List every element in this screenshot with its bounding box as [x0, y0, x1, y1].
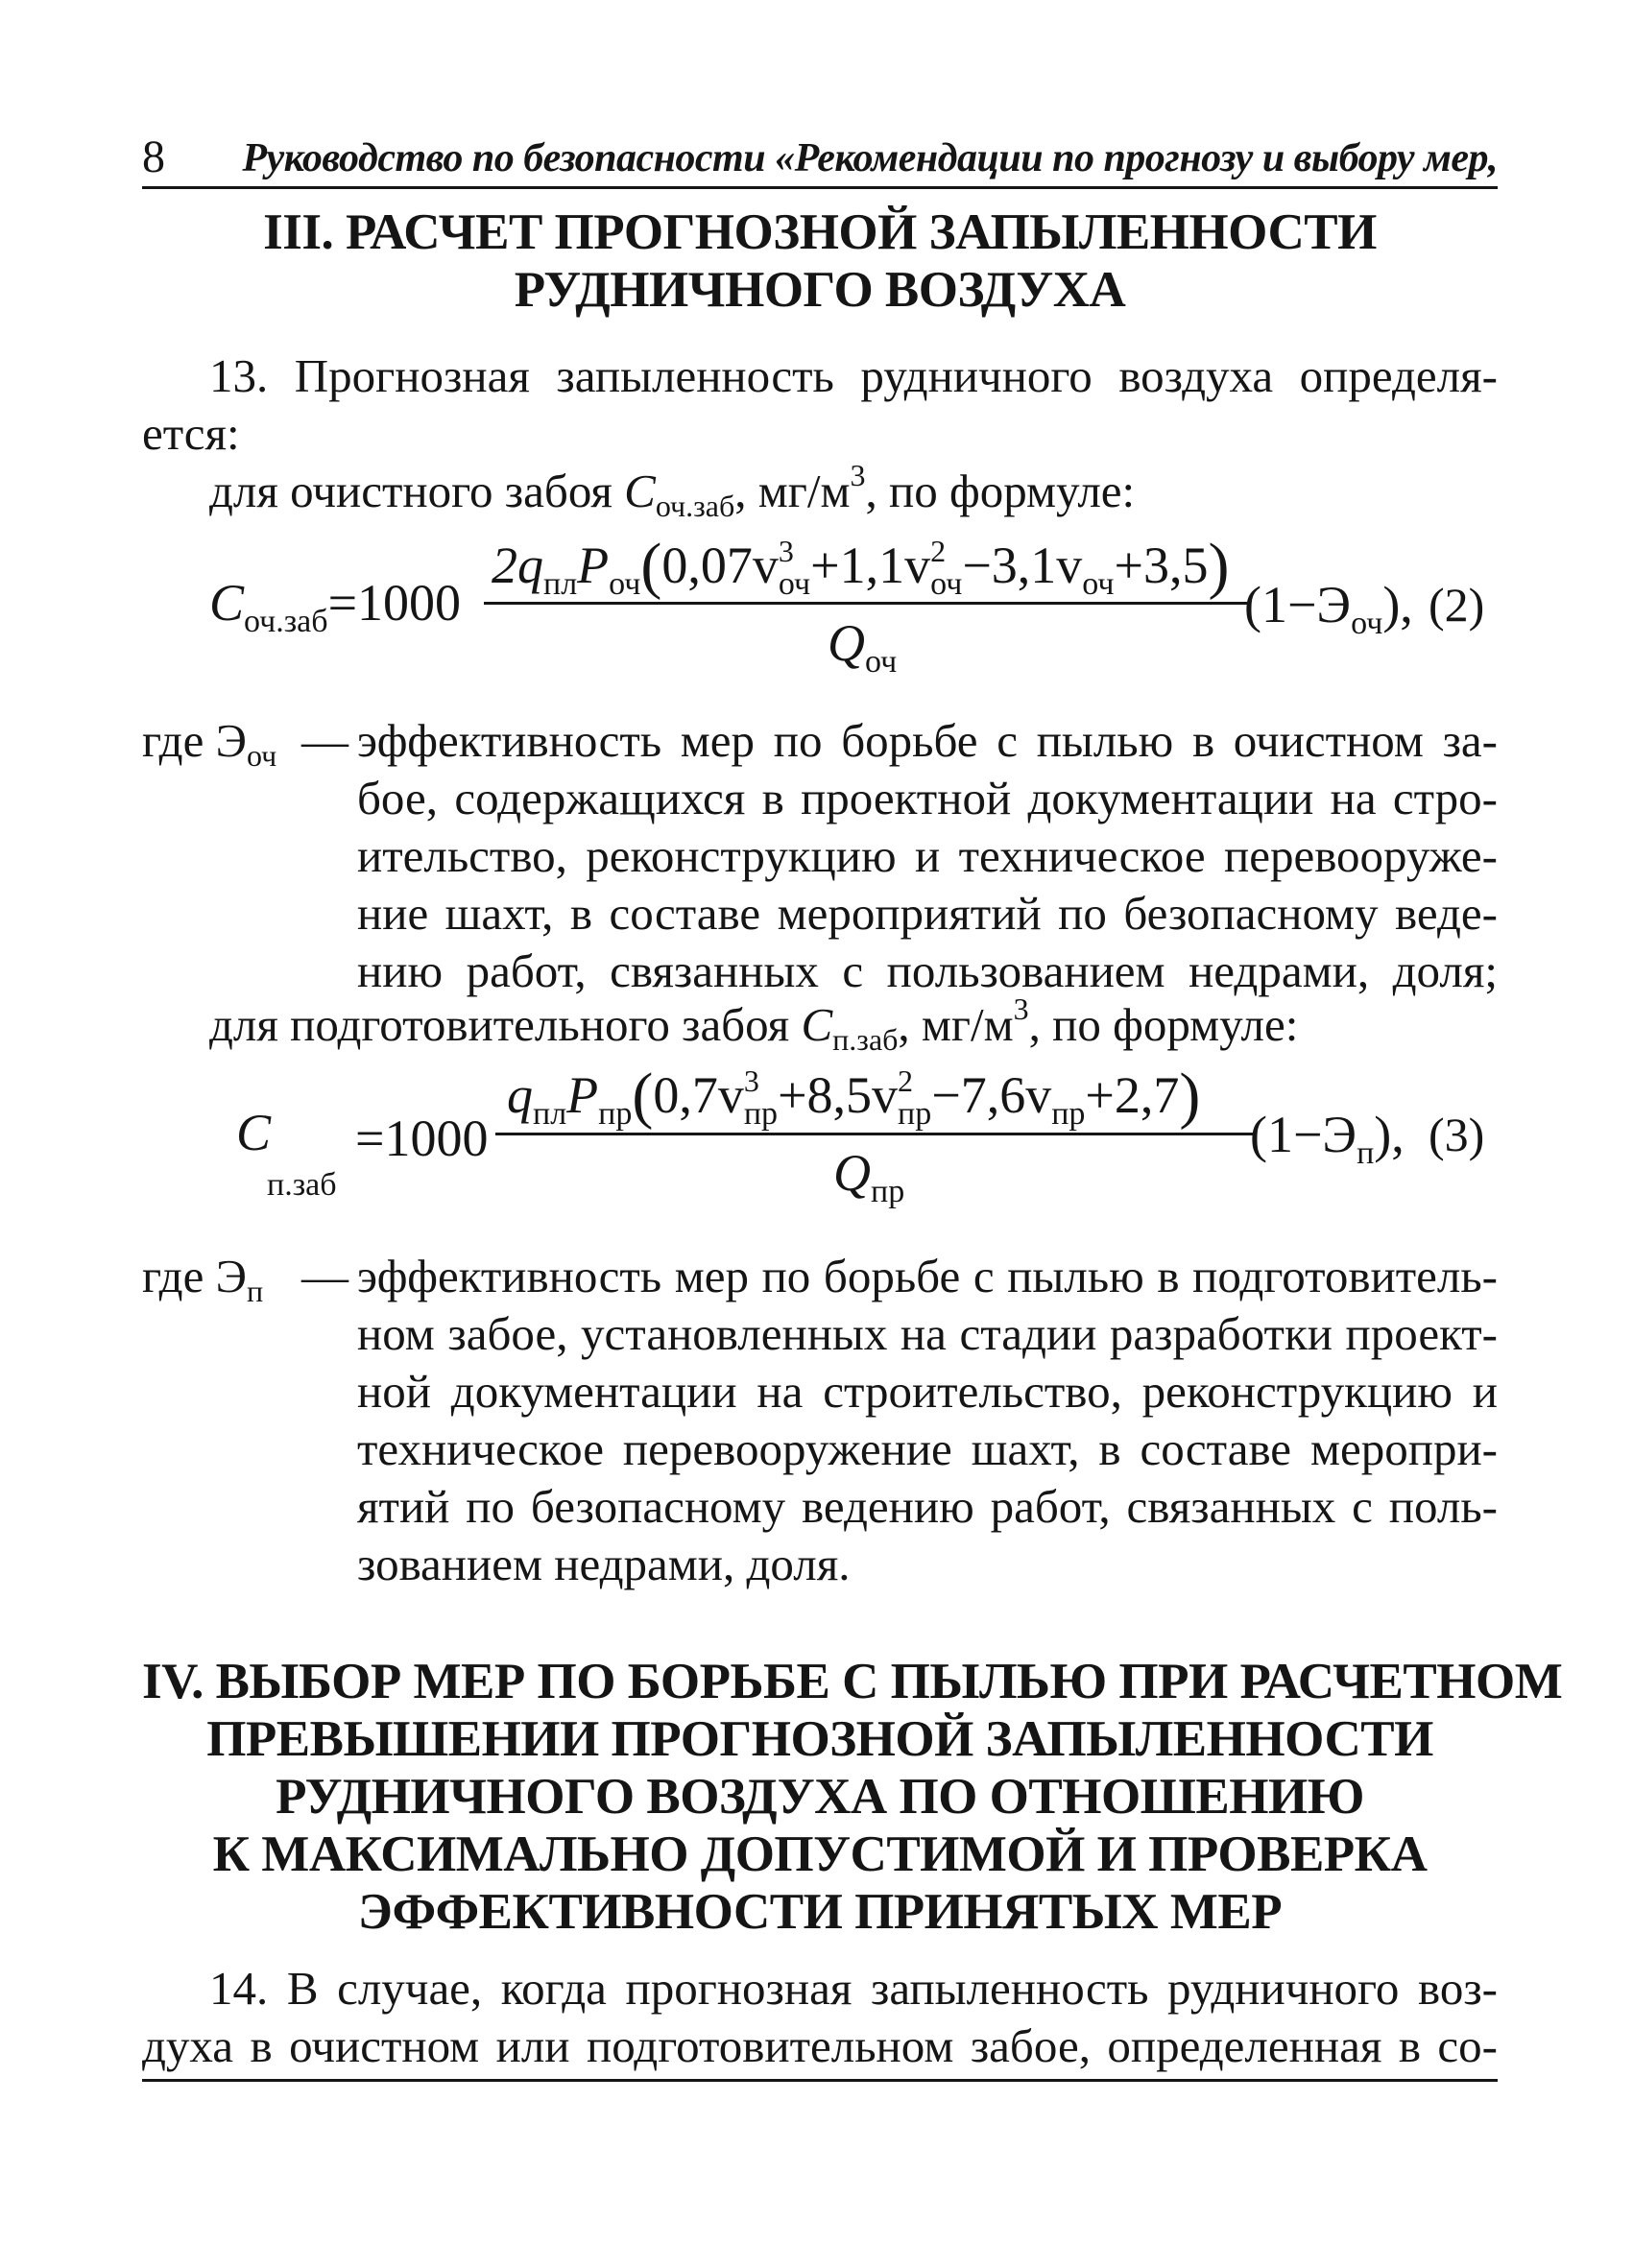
bottom-rule — [142, 2079, 1498, 2082]
para-14-line-1: 14. В случае, когда прогнозная запыленность рудничного воз- — [209, 1962, 1498, 2015]
page-number: 8 — [142, 131, 165, 182]
definition-line: ном забое, установленных на стадии разработки проект- — [357, 1307, 1498, 1360]
definition-e-p-term: где $Э_п$ — — [142, 1250, 348, 1308]
formula-3-eq: =1000 — [355, 1110, 489, 1167]
definition-e-p-text — [357, 1248, 1498, 1593]
formula-3-lhs-subscript: п.заб — [267, 1167, 337, 1203]
formula-2-numerator: $2q_{пл}P_{оч}(0,07v^3_{оч}+1,1v^2_{оч}-3,1v_{оч}+3,5)$ — [492, 531, 1230, 602]
definition-line: эффективность мер по борьбе с пылью в подготовитель- — [357, 1250, 1498, 1302]
section-4-heading-line: ЭФФЕКТИВНОСТИ ПРИНЯТЫХ МЕР — [357, 1884, 1283, 1940]
section-4-heading-line: ПРЕВЫШЕНИИ ПРОГНОЗНОЙ ЗАПЫЛЕННОСТИ — [206, 1711, 1433, 1767]
definition-line: нию работ, связанных с пользованием недрами, доля; — [357, 944, 1498, 997]
formula-3-numerator: $q_{пл}P_{пр}(0,7v^3_{пр}+8,5v^2_{пр}-7,6v_{пр}+2,7)$ — [507, 1061, 1201, 1132]
formula-2-number: (2) — [1429, 578, 1485, 632]
para-13-line-2: ется: — [142, 407, 240, 460]
formula-3-denominator: $Q_{пр}$ — [833, 1144, 905, 1209]
definition-dash: — — [301, 714, 348, 767]
section-4-heading — [142, 1653, 1563, 1941]
formula-3-lhs-symbol: C — [236, 1104, 272, 1161]
formula-3-intro: для подготовительного забоя $C_{п.заб}$, $мг/м^3$, по формуле: — [209, 991, 1299, 1057]
definition-line: ние шахт, в составе мероприятий по безопасному веде- — [357, 887, 1498, 940]
section-3-heading — [142, 203, 1498, 319]
para-14-line-2: духа в очистном или подготовительном забое, определенная в со- — [142, 2019, 1498, 2072]
section-4-heading-line: К МАКСИМАЛЬНО ДОПУСТИМОЙ И ПРОВЕРКА — [212, 1826, 1428, 1882]
definition-line: ной документации на строительство, реконструкцию и — [357, 1365, 1498, 1418]
section-4-heading-line: IV. ВЫБОР МЕР ПО БОРЬБЕ С ПЫЛЬЮ ПРИ РАСЧЕТНОМ — [142, 1654, 1563, 1709]
definition-line: эффективность мер по борьбе с пылью в очистном за- — [357, 714, 1498, 767]
section-4-heading-line: РУДНИЧНОГО ВОЗДУХА ПО ОТНОШЕНИЮ — [276, 1769, 1364, 1825]
definition-line: ятий по безопасному ведению работ, связанных с поль- — [357, 1480, 1498, 1533]
definition-line: бое, содержащихся в проектной документации на стро- — [357, 772, 1498, 824]
definition-line: техническое перевооружение шахт, в составе меропри- — [357, 1422, 1498, 1475]
formula-2-intro: для очистного забоя $C_{оч.заб}$, $мг/м^3$, по формуле: — [209, 458, 1136, 523]
definition-e-och-text — [357, 712, 1498, 1000]
definition-dash: — — [301, 1250, 348, 1302]
definition-line: ительство, реконструкцию и техническое перевооруже- — [357, 829, 1498, 882]
running-title: Руководство по безопасности «Рекомендации по прогнозу и выбору мер, — [242, 136, 1498, 180]
section-3-heading-line: III. РАСЧЕТ ПРОГНОЗНОЙ ЗАПЫЛЕННОСТИ — [263, 204, 1377, 260]
formula-2-denominator: $Q_{оч}$ — [828, 614, 898, 680]
formula-3-fraction-bar — [495, 1133, 1254, 1135]
definition-e-och-term: где $Э_{оч}$ — — [142, 714, 348, 773]
formula-3-tail: $(1-Э_п)$, — [1250, 1106, 1405, 1171]
formula-2-lhs: $C_{оч.заб}=1000$ — [209, 574, 462, 639]
formula-2-tail: $(1-Э_{оч})$, — [1244, 576, 1413, 641]
formula-2-fraction-bar — [484, 602, 1248, 605]
section-3-heading-line: РУДНИЧНОГО ВОЗДУХА — [514, 262, 1126, 318]
running-header — [142, 132, 1498, 189]
definition-line: зованием недрами, доля. — [357, 1538, 851, 1590]
formula-3-number: (3) — [1429, 1108, 1485, 1161]
para-13-line-1: 13. Прогнозная запыленность рудничного воздуха определя- — [209, 349, 1498, 402]
